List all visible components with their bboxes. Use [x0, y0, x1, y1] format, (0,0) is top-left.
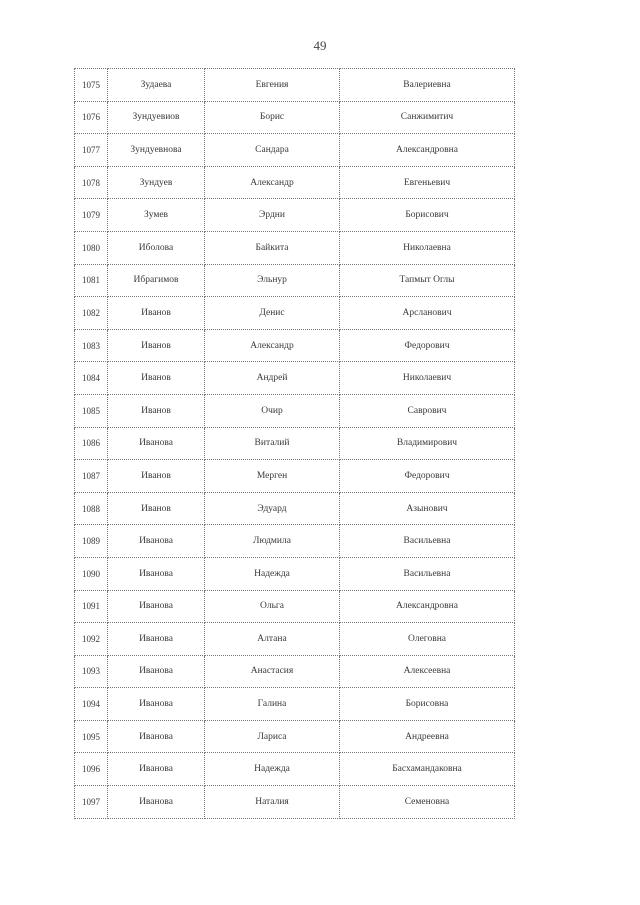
- first-name-cell: Людмила: [205, 525, 340, 558]
- first-name-cell: Надежда: [205, 753, 340, 786]
- row-number-cell: 1082: [75, 297, 108, 330]
- row-number-cell: 1078: [75, 166, 108, 199]
- row-number-cell: 1077: [75, 134, 108, 167]
- surname-cell: Иванова: [108, 590, 205, 623]
- first-name-cell: Евгения: [205, 69, 340, 102]
- first-name-cell: Эдуард: [205, 492, 340, 525]
- patronymic-cell: Евгеньевич: [340, 166, 515, 199]
- surname-cell: Иванова: [108, 655, 205, 688]
- table-row: [75, 264, 515, 297]
- table-row: [75, 655, 515, 688]
- row-number-cell: 1076: [75, 101, 108, 134]
- table-row: [75, 394, 515, 427]
- row-number-cell: 1085: [75, 394, 108, 427]
- table-row: [75, 590, 515, 623]
- patronymic-cell: Саврович: [340, 394, 515, 427]
- surname-cell: Ибрагимов: [108, 264, 205, 297]
- table-row: [75, 786, 515, 819]
- surname-cell: Иванов: [108, 297, 205, 330]
- table-row: [75, 231, 515, 264]
- table-row: [75, 525, 515, 558]
- table-row: [75, 688, 515, 721]
- patronymic-cell: Борисович: [340, 199, 515, 232]
- surname-cell: Зундуевнова: [108, 134, 205, 167]
- patronymic-cell: Семеновна: [340, 786, 515, 819]
- row-number-cell: 1096: [75, 753, 108, 786]
- surname-cell: Иванов: [108, 460, 205, 493]
- patronymic-cell: Федорович: [340, 460, 515, 493]
- first-name-cell: Эльнур: [205, 264, 340, 297]
- patronymic-cell: Федорович: [340, 329, 515, 362]
- surname-cell: Зундуевиов: [108, 101, 205, 134]
- table-row: [75, 460, 515, 493]
- surname-cell: Иванов: [108, 362, 205, 395]
- table-row: [75, 69, 515, 102]
- table-row: [75, 720, 515, 753]
- first-name-cell: Борис: [205, 101, 340, 134]
- row-number-cell: 1092: [75, 623, 108, 656]
- first-name-cell: Мерген: [205, 460, 340, 493]
- row-number-cell: 1091: [75, 590, 108, 623]
- table-row: [75, 492, 515, 525]
- surname-cell: Иванов: [108, 492, 205, 525]
- surname-cell: Иванова: [108, 623, 205, 656]
- row-number-cell: 1086: [75, 427, 108, 460]
- patronymic-cell: Николаевич: [340, 362, 515, 395]
- row-number-cell: 1084: [75, 362, 108, 395]
- patronymic-cell: Владимирович: [340, 427, 515, 460]
- patronymic-cell: Арсланович: [340, 297, 515, 330]
- row-number-cell: 1095: [75, 720, 108, 753]
- first-name-cell: Наталия: [205, 786, 340, 819]
- first-name-cell: Байкита: [205, 231, 340, 264]
- patronymic-cell: Алексеевна: [340, 655, 515, 688]
- table-row: [75, 166, 515, 199]
- row-number-cell: 1087: [75, 460, 108, 493]
- first-name-cell: Андрей: [205, 362, 340, 395]
- row-number-cell: 1088: [75, 492, 108, 525]
- surname-cell: Зумев: [108, 199, 205, 232]
- first-name-cell: Алтана: [205, 623, 340, 656]
- patronymic-cell: Басхамандаковна: [340, 753, 515, 786]
- table-row: [75, 623, 515, 656]
- table-row: [75, 199, 515, 232]
- patronymic-cell: Васильевна: [340, 557, 515, 590]
- first-name-cell: Галина: [205, 688, 340, 721]
- surname-cell: Иванова: [108, 753, 205, 786]
- surname-cell: Зундуев: [108, 166, 205, 199]
- row-number-cell: 1093: [75, 655, 108, 688]
- patronymic-cell: Андреевна: [340, 720, 515, 753]
- surname-cell: Иванова: [108, 427, 205, 460]
- first-name-cell: Денис: [205, 297, 340, 330]
- patronymic-cell: Валериевна: [340, 69, 515, 102]
- page-number: 49: [313, 38, 327, 53]
- names-table: [74, 68, 515, 819]
- surname-cell: Иванова: [108, 557, 205, 590]
- surname-cell: Зудаева: [108, 69, 205, 102]
- table-row: [75, 297, 515, 330]
- first-name-cell: Надежда: [205, 557, 340, 590]
- first-name-cell: Сандара: [205, 134, 340, 167]
- row-number-cell: 1081: [75, 264, 108, 297]
- patronymic-cell: Николаевна: [340, 231, 515, 264]
- first-name-cell: Лариса: [205, 720, 340, 753]
- patronymic-cell: Олеговна: [340, 623, 515, 656]
- patronymic-cell: Александровна: [340, 134, 515, 167]
- row-number-cell: 1090: [75, 557, 108, 590]
- first-name-cell: Эрдни: [205, 199, 340, 232]
- row-number-cell: 1079: [75, 199, 108, 232]
- table-row: [75, 427, 515, 460]
- surname-cell: Иванова: [108, 786, 205, 819]
- surname-cell: Иванова: [108, 525, 205, 558]
- table-row: [75, 134, 515, 167]
- table-row: [75, 101, 515, 134]
- row-number-cell: 1075: [75, 69, 108, 102]
- row-number-cell: 1083: [75, 329, 108, 362]
- surname-cell: Иванова: [108, 688, 205, 721]
- first-name-cell: Ольга: [205, 590, 340, 623]
- patronymic-cell: Борисовна: [340, 688, 515, 721]
- patronymic-cell: Азынович: [340, 492, 515, 525]
- first-name-cell: Анастасия: [205, 655, 340, 688]
- table-row: [75, 753, 515, 786]
- table-row: [75, 557, 515, 590]
- row-number-cell: 1097: [75, 786, 108, 819]
- first-name-cell: Александр: [205, 166, 340, 199]
- surname-cell: Иванова: [108, 720, 205, 753]
- first-name-cell: Очир: [205, 394, 340, 427]
- surname-cell: Иванов: [108, 394, 205, 427]
- patronymic-cell: Александровна: [340, 590, 515, 623]
- patronymic-cell: Санжимитич: [340, 101, 515, 134]
- row-number-cell: 1080: [75, 231, 108, 264]
- first-name-cell: Александр: [205, 329, 340, 362]
- patronymic-cell: Тапмыт Оглы: [340, 264, 515, 297]
- patronymic-cell: Васильевна: [340, 525, 515, 558]
- first-name-cell: Виталий: [205, 427, 340, 460]
- surname-cell: Иванов: [108, 329, 205, 362]
- table-row: [75, 329, 515, 362]
- table-row: [75, 362, 515, 395]
- table-body: [75, 69, 515, 819]
- row-number-cell: 1089: [75, 525, 108, 558]
- row-number-cell: 1094: [75, 688, 108, 721]
- surname-cell: Иболова: [108, 231, 205, 264]
